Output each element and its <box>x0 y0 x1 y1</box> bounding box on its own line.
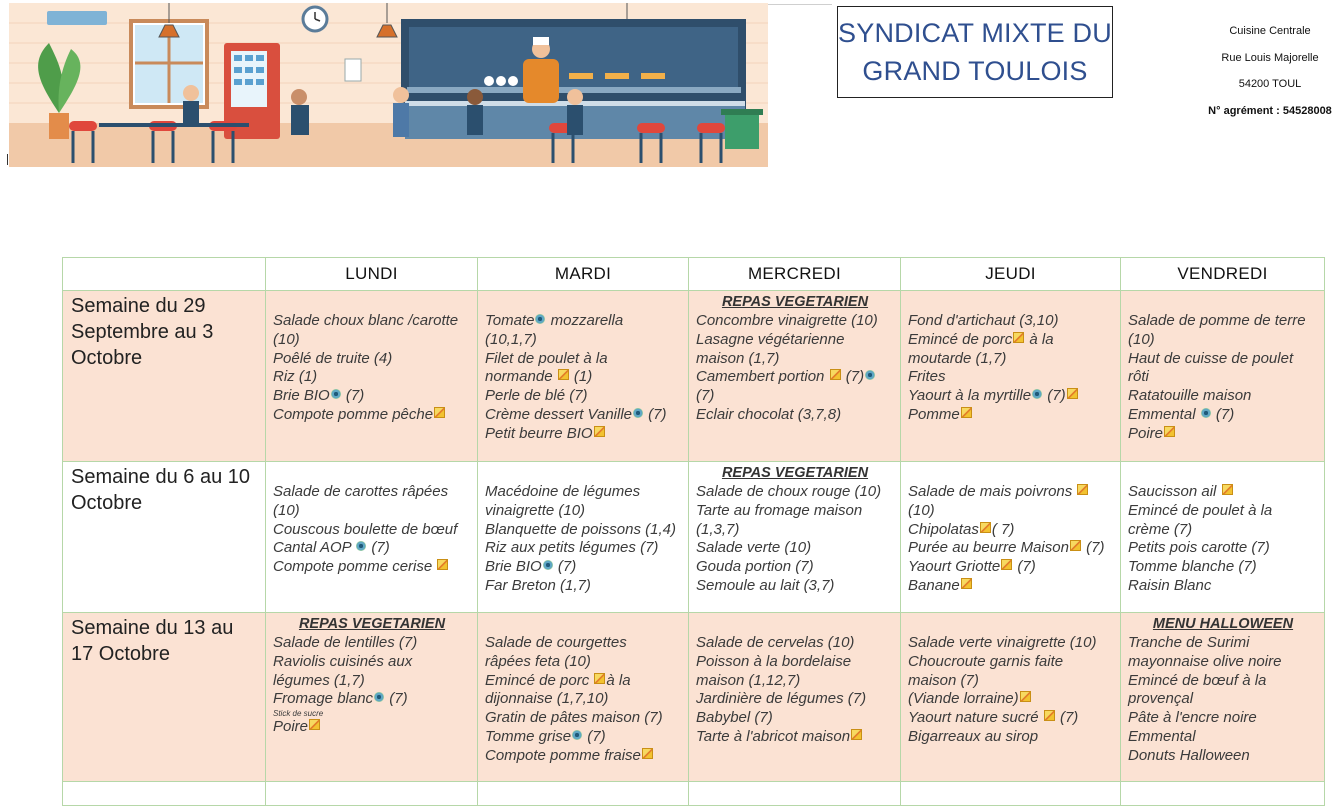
bio-logo-icon <box>535 314 545 324</box>
menu-item <box>1128 653 1318 672</box>
menu-item <box>485 368 682 387</box>
menu-item <box>1128 483 1318 502</box>
menu-item-text: (10) <box>273 501 300 519</box>
menu-item <box>485 425 682 444</box>
quality-label-icon <box>437 559 448 570</box>
quality-label-icon <box>1067 388 1078 399</box>
menu-item <box>273 483 471 502</box>
menu-item <box>1128 709 1318 728</box>
day-header: MARDI <box>478 258 689 291</box>
menu-item <box>908 331 1114 350</box>
menu-item <box>696 690 894 709</box>
menu-item <box>273 672 471 691</box>
menu-item <box>273 406 471 425</box>
menu-item-text: Gratin de pâtes maison (7) <box>485 709 663 727</box>
menu-item-text: mayonnaise olive noire <box>1128 652 1282 670</box>
menu-item-text: Couscous boulette de bœuf <box>273 520 458 538</box>
menu-item <box>696 728 894 747</box>
menu-item <box>1128 350 1318 369</box>
menu-item <box>696 387 894 406</box>
menu-cell <box>1121 462 1325 613</box>
address-line: Rue Louis Majorelle <box>1221 51 1319 64</box>
week-row <box>63 613 1325 782</box>
menu-item <box>1128 387 1318 406</box>
menu-item <box>485 483 682 502</box>
quality-label-icon <box>434 407 445 418</box>
menu-cell <box>478 462 689 613</box>
menu-item-text: maison (7) <box>908 671 979 689</box>
menu-item-allergens: à la <box>606 671 631 689</box>
menu-item-text: Salade de carottes râpées <box>273 483 449 500</box>
menu-item <box>908 406 1114 425</box>
menu-item <box>696 350 894 369</box>
menu-item <box>485 634 682 653</box>
day-header: MERCREDI <box>689 258 901 291</box>
menu-item-text: Yaourt Griotte <box>908 558 1001 576</box>
menu-item <box>1128 331 1318 350</box>
menu-item <box>1128 368 1318 387</box>
menu-item <box>273 312 471 331</box>
menu-item <box>908 709 1114 728</box>
menu-item <box>696 368 894 387</box>
menu-item-text: Perle de blé (7) <box>485 387 588 405</box>
menu-item <box>485 331 682 350</box>
menu-item-text: Emincé de porc <box>485 671 594 689</box>
cell-spacer <box>485 615 682 634</box>
menu-item <box>908 634 1114 653</box>
menu-item <box>696 634 894 653</box>
menu-item <box>485 653 682 672</box>
menu-item <box>273 539 471 558</box>
quality-label-icon <box>1020 691 1031 702</box>
week-row <box>63 291 1325 462</box>
menu-item-text: Fromage blanc <box>273 690 374 708</box>
menu-item-text: Salade de cervelas (10) <box>696 634 855 651</box>
cell-spacer <box>908 293 1114 312</box>
menu-item-allergens: ( 7) <box>991 520 1015 538</box>
bio-logo-icon <box>633 408 643 418</box>
menu-body <box>63 291 1325 806</box>
menu-item <box>696 577 894 596</box>
menu-item-allergens: (7) <box>841 368 865 386</box>
menu-item-text: légumes (1,7) <box>273 671 365 689</box>
menu-item-text: Riz (1) <box>273 368 318 386</box>
bio-logo-icon <box>356 541 366 551</box>
menu-item-text: Emmental <box>1128 727 1196 745</box>
cell-spacer <box>485 464 682 483</box>
menu-item-text: Donuts Halloween <box>1128 746 1250 764</box>
menu-item-text: Ratatouille maison <box>1128 387 1252 405</box>
menu-item <box>696 483 894 502</box>
menu-item-text: Chipolatas <box>908 520 979 538</box>
menu-item <box>273 502 471 521</box>
quality-label-icon <box>1070 540 1081 551</box>
menu-item <box>1128 747 1318 766</box>
quality-label-icon <box>830 369 841 380</box>
menu-item <box>696 312 894 331</box>
menu-item-text: Gouda portion (7) <box>696 558 814 576</box>
menu-item-text: Raisin Blanc <box>1128 576 1212 594</box>
menu-item-text: Petit beurre BIO <box>485 424 593 442</box>
menu-item-text: Frites <box>908 368 946 386</box>
menu-item-text: Semoule au lait (3,7) <box>696 576 835 594</box>
menu-item-text: dijonnaise (1,7,10) <box>485 690 609 708</box>
menu-item <box>908 539 1114 558</box>
menu-item-text: Cantal AOP <box>273 539 356 557</box>
menu-theme-title: REPAS VEGETARIEN <box>298 616 446 632</box>
menu-item-text: maison (1,7) <box>696 349 780 367</box>
corner-header-cell <box>63 258 266 291</box>
menu-item-text: Emincé de poulet à la <box>1128 501 1273 519</box>
menu-item-allergens: (7) <box>644 405 667 423</box>
menu-item-allergens: (1) <box>569 368 593 386</box>
quality-label-icon <box>594 673 605 684</box>
menu-item-text: Eclair chocolat (3,7,8) <box>696 405 842 423</box>
menu-item <box>696 653 894 672</box>
week-label: Semaine du 6 au 10 Octobre <box>63 462 266 613</box>
menu-item-text: Yaourt à la myrtille <box>908 387 1032 405</box>
menu-item-text: Tomate <box>485 312 535 329</box>
menu-item-text: Salade de courgettes <box>485 634 627 651</box>
menu-item-text: Poisson à la bordelaise <box>696 652 852 670</box>
menu-cell <box>901 462 1121 613</box>
menu-item <box>1128 577 1318 596</box>
empty-cell <box>1121 782 1325 806</box>
menu-item-allergens: (7) <box>1013 558 1036 576</box>
menu-item-allergens: (7) <box>583 727 606 745</box>
week-label: Semaine du 13 au 17 Octobre <box>63 613 266 782</box>
menu-item-text: crème (7) <box>1128 520 1193 538</box>
menu-item <box>696 521 894 540</box>
menu-item-text: Emincé de bœuf à la <box>1128 671 1267 689</box>
cell-spacer <box>908 615 1114 634</box>
menu-item-text: Choucroute garnis faite <box>908 652 1064 670</box>
empty-cell <box>63 782 266 806</box>
menu-item <box>1128 521 1318 540</box>
menu-item-text: Compote pomme pêche <box>273 405 434 423</box>
menu-item <box>273 718 471 737</box>
menu-cell <box>1121 291 1325 462</box>
bio-logo-icon <box>572 730 582 740</box>
menu-item-text: Fond d'artichaut (3,10) <box>908 312 1059 329</box>
menu-item-allergens: (7) <box>1081 539 1105 557</box>
menu-item <box>273 634 471 653</box>
bio-logo-icon <box>543 560 553 570</box>
bio-logo-icon <box>865 370 875 380</box>
menu-item-text: Babybel (7) <box>696 709 773 727</box>
menu-item-allergens: (7) <box>1211 405 1235 423</box>
menu-item <box>908 350 1114 369</box>
menu-item <box>908 521 1114 540</box>
empty-row <box>63 782 1325 806</box>
menu-item-text: Salade de mais poivrons <box>908 483 1077 500</box>
day-header: JEUDI <box>901 258 1121 291</box>
menu-item <box>908 728 1114 747</box>
address-line: Cuisine Centrale <box>1229 25 1311 37</box>
canteen-banner-image <box>9 3 768 167</box>
day-header: LUNDI <box>266 258 478 291</box>
menu-item-text: (10) <box>273 330 300 348</box>
menu-item <box>1128 634 1318 653</box>
menu-item-text: Macédoine de légumes <box>485 483 641 500</box>
menu-item <box>908 653 1114 672</box>
menu-item-text: Lasagne végétarienne <box>696 330 845 348</box>
quality-label-icon <box>961 578 972 589</box>
menu-item <box>485 406 682 425</box>
menu-item-text: (10) <box>908 501 935 519</box>
address-block <box>1195 18 1339 124</box>
org-name-line1: SYNDICAT MIXTE DU <box>838 18 1112 48</box>
menu-item-text: Salade choux blanc /carotte <box>273 312 459 329</box>
menu-item <box>696 406 894 425</box>
menu-item-text: Salade de lentilles (7) <box>273 634 418 651</box>
weekly-menu-table <box>62 257 1325 806</box>
menu-item <box>696 539 894 558</box>
menu-item <box>1128 672 1318 691</box>
quality-label-icon <box>1013 332 1024 343</box>
menu-item-text: Compote pomme fraise <box>485 746 641 764</box>
menu-item <box>485 709 682 728</box>
quality-label-icon <box>851 729 862 740</box>
menu-item <box>908 558 1114 577</box>
menu-item <box>485 672 682 691</box>
menu-item-text: Salade de choux rouge (10) <box>696 483 882 500</box>
menu-item-text: Banane <box>908 576 960 594</box>
menu-item-text: Brie BIO <box>273 387 330 405</box>
menu-item <box>485 312 682 331</box>
menu-item-allergens: mozzarella <box>546 312 624 329</box>
menu-item-text: Poire <box>1128 424 1164 442</box>
menu-item-text: Riz aux petits légumes (7) <box>485 539 659 557</box>
menu-item-allergens: (7) <box>341 387 365 405</box>
menu-item <box>273 368 471 387</box>
menu-item-text: Emmental <box>1128 405 1200 423</box>
menu-item-text: Stick de sucre <box>273 709 324 719</box>
menu-item <box>485 350 682 369</box>
menu-item-text: Tomme blanche (7) <box>1128 558 1257 576</box>
menu-cell <box>901 613 1121 782</box>
menu-item-text: Camembert portion <box>696 368 829 386</box>
org-name-line2: GRAND TOULOIS <box>862 56 1088 86</box>
menu-item-text: Filet de poulet à la <box>485 349 608 367</box>
cell-spacer <box>273 464 471 483</box>
day-header: VENDREDI <box>1121 258 1325 291</box>
menu-item-text: Tranche de Surimi <box>1128 634 1250 651</box>
menu-item-text: (10,1,7) <box>485 330 537 348</box>
menu-item <box>485 728 682 747</box>
menu-item-text: Tomme grise <box>485 727 572 745</box>
menu-item-text: Tarte au fromage maison <box>696 501 863 519</box>
menu-item-allergens: (7) <box>1055 709 1079 727</box>
menu-item <box>485 577 682 596</box>
menu-item-text: moutarde (1,7) <box>908 349 1007 367</box>
bio-logo-icon <box>374 692 384 702</box>
menu-item-text: vinaigrette (10) <box>485 501 586 519</box>
menu-item-text: Brie BIO <box>485 558 542 576</box>
menu-item <box>696 502 894 521</box>
menu-item-text: Haut de cuisse de poulet <box>1128 349 1294 367</box>
menu-item-text: Blanquette de poissons (1,4) <box>485 520 676 538</box>
menu-theme-title: MENU HALLOWEEN <box>1152 616 1294 632</box>
menu-item-text: Salade verte vinaigrette (10) <box>908 634 1097 651</box>
menu-item <box>1128 558 1318 577</box>
menu-item <box>485 539 682 558</box>
menu-cell <box>266 291 478 462</box>
menu-item <box>273 331 471 350</box>
menu-theme-title: REPAS VEGETARIEN <box>721 294 869 310</box>
quality-label-icon <box>309 719 320 730</box>
menu-item <box>485 747 682 766</box>
menu-item-text: Concombre vinaigrette (10) <box>696 312 878 329</box>
empty-cell <box>478 782 689 806</box>
menu-item <box>1128 406 1318 425</box>
menu-item <box>1128 312 1318 331</box>
menu-item <box>273 653 471 672</box>
menu-item-text: Poêlé de truite (4) <box>273 349 393 367</box>
menu-item <box>273 350 471 369</box>
bio-logo-icon <box>1032 389 1042 399</box>
canteen-illustration <box>9 3 768 167</box>
menu-item <box>908 368 1114 387</box>
text-cursor <box>7 154 8 165</box>
menu-item <box>908 312 1114 331</box>
header-rule <box>768 4 832 5</box>
menu-item <box>696 331 894 350</box>
menu-item <box>273 690 471 709</box>
menu-item <box>908 672 1114 691</box>
menu-item-text: Compote pomme cerise <box>273 558 437 576</box>
quality-label-icon <box>1222 484 1233 495</box>
menu-item-text: râpées feta (10) <box>485 652 591 670</box>
menu-item-allergens: (7) <box>367 539 390 557</box>
menu-item-text: provençal <box>1128 690 1194 708</box>
menu-item <box>908 483 1114 502</box>
menu-item-text: Pomme <box>908 405 960 423</box>
quality-label-icon <box>1044 710 1055 721</box>
menu-item-text: (1,3,7) <box>696 520 740 538</box>
menu-item-text: normande <box>485 368 557 386</box>
quality-label-icon <box>594 426 605 437</box>
menu-item <box>485 558 682 577</box>
cell-spacer <box>485 293 682 312</box>
menu-item <box>485 690 682 709</box>
agreement-number: N° agrément : 54528008 <box>1208 104 1332 117</box>
bio-logo-icon <box>331 389 341 399</box>
menu-item <box>696 709 894 728</box>
menu-item <box>485 387 682 406</box>
address-line: 54200 TOUL <box>1238 78 1302 90</box>
menu-item-text: (10) <box>1128 330 1155 348</box>
menu-item-text: Salade de pomme de terre <box>1128 312 1306 329</box>
menu-item <box>485 521 682 540</box>
menu-cell <box>266 613 478 782</box>
menu-item-allergens: (7) <box>1043 387 1066 405</box>
empty-cell <box>689 782 901 806</box>
menu-item <box>1128 425 1318 444</box>
menu-item-text: (Viande lorraine) <box>908 690 1019 708</box>
menu-item-text: Saucisson ail <box>1128 483 1221 500</box>
menu-cell <box>689 291 901 462</box>
menu-cell <box>1121 613 1325 782</box>
menu-cell <box>266 462 478 613</box>
cell-spacer <box>273 293 471 312</box>
menu-item <box>1128 539 1318 558</box>
week-label: Semaine du 29 Septembre au 3 Octobre <box>63 291 266 462</box>
quality-label-icon <box>558 369 569 380</box>
cell-spacer <box>908 464 1114 483</box>
menu-item <box>908 577 1114 596</box>
menu-item-text: Emincé de porc <box>908 330 1013 348</box>
menu-cell <box>478 613 689 782</box>
quality-label-icon <box>980 522 991 533</box>
menu-item <box>696 558 894 577</box>
menu-item-text: rôti <box>1128 368 1149 386</box>
quality-label-icon <box>1164 426 1175 437</box>
menu-note <box>273 709 471 718</box>
menu-item-text: Crème dessert Vanille <box>485 405 633 423</box>
menu-item <box>1128 502 1318 521</box>
menu-cell <box>478 291 689 462</box>
menu-item <box>485 502 682 521</box>
empty-cell <box>266 782 478 806</box>
quality-label-icon <box>1077 484 1088 495</box>
menu-item-text: Far Breton (1,7) <box>485 576 591 594</box>
menu-item-text: Yaourt nature sucré <box>908 709 1043 727</box>
organisation-title-box <box>837 6 1113 98</box>
menu-item <box>908 690 1114 709</box>
empty-cell <box>901 782 1121 806</box>
cell-spacer <box>696 615 894 634</box>
menu-item <box>696 672 894 691</box>
menu-item-text: maison (1,12,7) <box>696 671 801 689</box>
day-header-row <box>63 258 1325 291</box>
menu-item <box>273 387 471 406</box>
cell-spacer <box>1128 464 1318 483</box>
menu-item-text: Jardinière de légumes (7) <box>696 690 867 708</box>
menu-theme-title: REPAS VEGETARIEN <box>721 465 869 481</box>
menu-item <box>908 502 1114 521</box>
quality-label-icon <box>642 748 653 759</box>
menu-item <box>908 387 1114 406</box>
bio-logo-icon <box>1201 408 1211 418</box>
menu-cell <box>689 462 901 613</box>
menu-item-text: Purée au beurre Maison <box>908 539 1069 557</box>
menu-cell <box>901 291 1121 462</box>
menu-item-text: Raviolis cuisinés aux <box>273 652 413 670</box>
menu-item-allergens: (7) <box>385 690 408 708</box>
menu-item-text: Petits pois carotte (7) <box>1128 539 1270 557</box>
menu-item-text: Tarte à l'abricot maison <box>696 727 851 745</box>
week-row <box>63 462 1325 613</box>
menu-item-text: Pâte à l'encre noire <box>1128 709 1257 727</box>
quality-label-icon <box>1001 559 1012 570</box>
menu-item <box>1128 728 1318 747</box>
menu-item-text: Salade verte (10) <box>696 539 812 557</box>
menu-cell <box>689 613 901 782</box>
menu-item <box>273 558 471 577</box>
menu-item-allergens: à la <box>1025 330 1054 348</box>
menu-item <box>1128 690 1318 709</box>
quality-label-icon <box>961 407 972 418</box>
menu-item <box>273 521 471 540</box>
menu-item-allergens: (7) <box>553 558 577 576</box>
menu-item-text: Bigarreaux au sirop <box>908 727 1039 745</box>
cell-spacer <box>1128 293 1318 312</box>
menu-item-text: (7) <box>696 387 715 405</box>
menu-item-text: Poire <box>273 718 309 736</box>
